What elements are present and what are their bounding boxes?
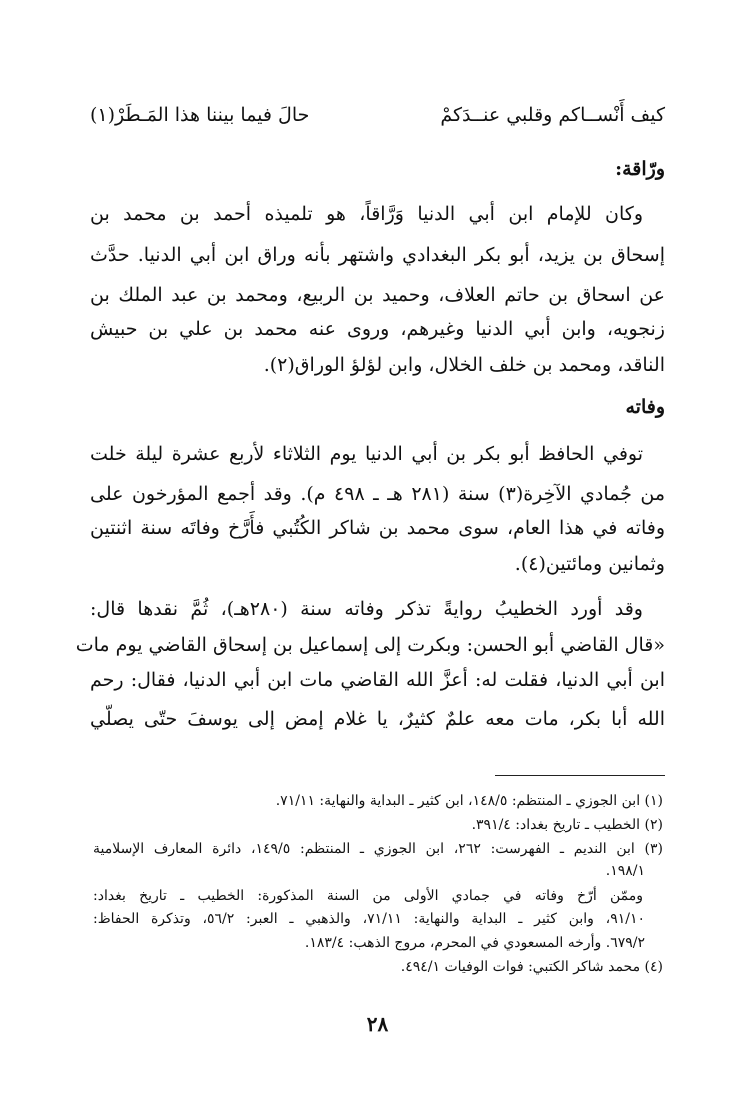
verse-second-hemistich: حالَ فيما بيننا هذا المَـطَرْ(١) <box>90 104 310 126</box>
text-line: وثمانين ومائتين(٤). <box>514 553 665 575</box>
footnote: وممّن أرّخ وفاته في جمادي الأولى من السنة المذكورة: الخطيب ـ تاريخ بغداد: <box>93 888 643 904</box>
text-line: الناقد، ومحمد بن خلف الخلال، وابن لؤلؤ الوراق(٢). <box>263 354 665 376</box>
text-line: وقد أورد الخطيبُ روايةً تذكر وفاته سنة (٢٨٠هـ)، ثُمَّ نقدها قال: <box>90 598 643 620</box>
text-line: ابن أبي الدنيا، فقلت له: أعزَّ الله القاضي مات ابن أبي الدنيا، فقال: رحم <box>90 669 665 691</box>
verse-first-hemistich: كيف أَنْســاكم وقلبي عنــدَكمْ <box>440 104 665 126</box>
page-number: ٢٨ <box>366 1012 389 1036</box>
footnote: (٣) ابن النديم ـ الفهرست: ٢٦٢، ابن الجوزي ـ المنتظم: ١٤٩/٥، دائرة المعارف الإسلامية <box>93 841 663 857</box>
text-line: إسحاق بن يزيد، أبو بكر البغدادي واشتهر بأنه وراق ابن أبي الدنيا. حدَّث <box>90 244 665 266</box>
text-line: عن اسحاق بن حاتم العلاف، وحميد بن الربيع، ومحمد بن عبد الملك بن <box>90 284 665 306</box>
footnote: ٦٧٩/٢. وأرخه المسعودي في المحرم، مروج الذهب: ١٨٣/٤. <box>304 935 645 951</box>
footnote: (٤) محمد شاكر الكتبي: فوات الوفيات ٤٩٤/١. <box>400 959 663 975</box>
text-line: «قال القاضي أبو الحسن: وبكرت إلى إسماعيل بن إسحاق القاضي يوم مات <box>75 634 665 656</box>
footnote: (١) ابن الجوزي ـ المنتظم: ١٤٨/٥، ابن كثير ـ البداية والنهاية: ٧١/١١. <box>275 793 663 809</box>
text-line: وكان للإمام ابن أبي الدنيا وَرَّاقاً، هو تلميذه أحمد بن محمد بن <box>90 203 643 225</box>
section-heading-death: وفاته <box>625 396 665 418</box>
text-line: من جُمادي الآخِرة(٣) سنة (٢٨١ هـ ـ ٤٩٨ م). وقد أجمع المؤرخون على <box>90 483 665 505</box>
footnote: (٢) الخطيب ـ تاريخ بغداد: ٣٩١/٤. <box>471 817 663 833</box>
section-heading-warraq: ورّاقة: <box>615 158 665 180</box>
text-line: الله أبا بكر، مات معه علمٌ كثيرٌ، يا غلام إمض إلى يوسفَ حتّى يصلّي <box>90 708 665 730</box>
footnote: ٩١/١٠، وابن كثير ـ البداية والنهاية: ٧١/١١، والذهبي ـ العبر: ٥٦/٢، وتذكرة الحفاظ: <box>93 911 645 927</box>
text-line: وفاته في هذا العام، سوى محمد بن شاكر الكُتُبي فأَرَّخ وفاتَه سنة اثنتين <box>90 517 665 539</box>
footnote-divider <box>495 775 665 776</box>
text-line: توفي الحافظ أبو بكر بن أبي الدنيا يوم الثلاثاء لأربع عشرة ليلة خلت <box>90 443 643 465</box>
footnote: ١٩٨/١. <box>605 863 645 879</box>
text-line: زنجويه، وابن أبي الدنيا وغيرهم، وروى عنه محمد بن علي بن حبيش <box>90 318 665 340</box>
